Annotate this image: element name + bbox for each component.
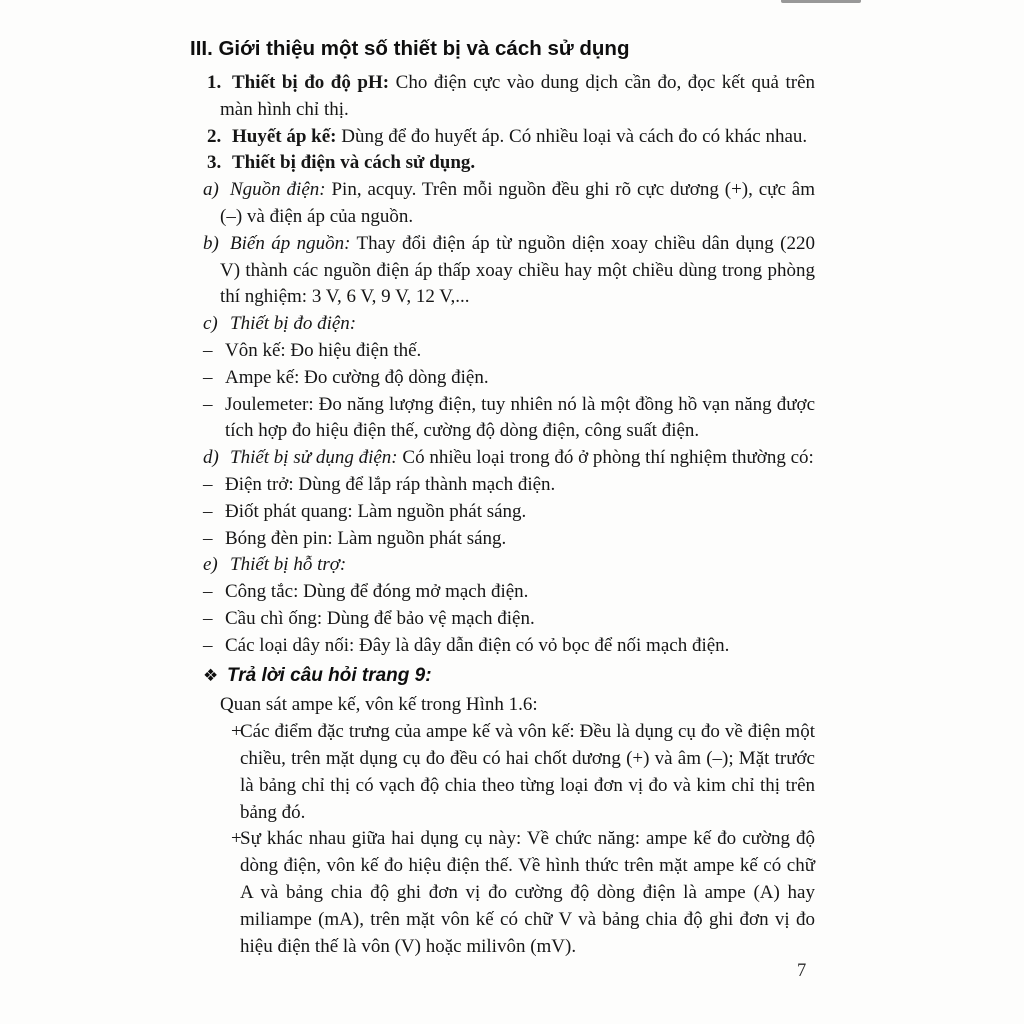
list-item-wires [203, 633, 815, 660]
dash-marker: – [203, 527, 213, 549]
item-text: Các loại dây nối: Đây là dây dẫn điện có vỏ bọc để nối mạch điện. [225, 634, 730, 656]
item-text: Bóng đèn pin: Làm nguồn phát sáng. [225, 527, 507, 549]
dash-marker: – [203, 366, 213, 388]
item-lead: Huyết áp kế: [232, 125, 337, 147]
list-marker: 2. [207, 125, 222, 147]
item-text: Ampe kế: Đo cường độ dòng điện. [225, 366, 489, 388]
item-lead: Thiết bị hỗ trợ: [230, 554, 347, 576]
list-item-bulb [203, 526, 815, 553]
item-lead: Thiết bị đo độ pH: [232, 72, 390, 93]
list-item-consuming-devices [203, 445, 815, 472]
list-item-voltmeter [203, 338, 815, 365]
list-item-ammeter [203, 365, 815, 392]
list-marker: c) [203, 313, 218, 335]
diamond-bullet-icon: ❖ [203, 665, 219, 685]
item-lead: Thiết bị sử dụng điện: [230, 447, 398, 469]
dash-marker: – [203, 634, 213, 656]
list-marker: a) [203, 179, 219, 201]
dash-marker: – [203, 607, 213, 629]
list-item-power-source [203, 177, 815, 231]
list-marker: e) [203, 554, 218, 576]
scan-artifact [781, 0, 861, 3]
answer-section-heading [203, 663, 815, 690]
item-lead: Nguồn điện: [230, 179, 326, 201]
dash-marker: – [203, 339, 213, 361]
page-number: 7 [797, 961, 807, 981]
item-text: Quan sát ampe kế, vôn kế trong Hình 1.6: [220, 694, 538, 716]
dash-marker: – [203, 473, 213, 495]
item-text: Pin, acquy. Trên mỗi nguồn đều ghi rõ cực dương (+), cực âm (–) và điện áp của nguồn. [220, 179, 815, 227]
list-item-led [203, 499, 815, 526]
item-text: Joulemeter: Đo năng lượng điện, tuy nhiên nó là một đồng hồ vạn năng được tích hợp đo hiệu điện thế, cường độ dòng điện, công suất điện. [225, 393, 815, 442]
section-heading: III. Giới thiệu một số thiết bị và cách sử dụng [190, 37, 630, 60]
list-item-ph-meter [207, 70, 815, 124]
note-text: Trả lời câu hỏi trang 9: [227, 664, 432, 686]
list-marker: d) [203, 447, 219, 469]
list-item-support-devices [203, 552, 815, 579]
item-text: Sự khác nhau giữa hai dụng cụ này: Về chức năng: ampe kế đo cường độ dòng điện, vôn kế đo hiệu điện thế. Về hình thức trên mặt ampe kế có chữ A và bảng chia độ ghi đơn vị đo cường độ dòng điện là ampe (A) hay miliampe (mA), trên mặt vôn kế có chữ V và bảng chia độ ghi đơn vị đo hiệu điện thế là vôn (V) hoặc milivôn (mV). [240, 828, 815, 957]
item-text: Điốt phát quang: Làm nguồn phát sáng. [225, 500, 527, 522]
item-lead: Thiết bị đo điện: [230, 313, 357, 335]
dash-marker: – [203, 581, 213, 603]
list-marker: 3. [207, 152, 222, 174]
item-text: Dùng để đo huyết áp. Có nhiều loại và cách đo có khác nhau. [341, 125, 808, 147]
list-item-joulemeter [203, 392, 815, 446]
list-item-switch [203, 579, 815, 606]
list-item-measuring-devices [203, 311, 815, 338]
answer-point-similarities [231, 719, 815, 826]
plus-marker: + [231, 828, 242, 850]
observation-intro [220, 692, 815, 719]
dash-marker: – [203, 393, 213, 415]
list-marker: b) [203, 232, 219, 254]
plus-marker: + [231, 721, 242, 743]
item-text: Thay đổi điện áp từ nguồn diện xoay chiều dân dụng (220 V) thành các nguồn điện áp thấp xoay chiều hay một chiều dùng trong phòng thí nghiệm: 3 V, 6 V, 9 V, 12 V,... [220, 232, 815, 308]
item-text: Vôn kế: Đo hiệu điện thế. [225, 339, 422, 361]
list-item-fuse [203, 606, 815, 633]
item-text: Điện trở: Dùng để lắp ráp thành mạch điện. [225, 473, 556, 495]
item-text: Cầu chì ống: Dùng để bảo vệ mạch điện. [225, 607, 535, 629]
list-item-electric-devices [207, 150, 815, 177]
item-text: Các điểm đặc trưng của ampe kế và vôn kế: Đều là dụng cụ đo về điện một chiều, trên mặt dụng cụ đo đều có hai chốt dương (+) và âm (–); Mặt trước là bảng chỉ thị có vạch độ chia theo từng loại đơn vị đo và kim chỉ thị trên bảng đó. [240, 721, 815, 823]
item-text: Cho điện cực vào dung dịch cần đo, đọc kết quả trên màn hình chỉ thị. [220, 72, 815, 120]
list-item-transformer [203, 231, 815, 311]
item-text: Có nhiều loại trong đó ở phòng thí nghiệm thường có: [402, 447, 814, 469]
item-text: Công tắc: Dùng để đóng mở mạch điện. [225, 581, 529, 603]
answer-point-differences [231, 826, 815, 960]
list-item-blood-pressure [207, 124, 815, 151]
list-marker: 1. [207, 72, 222, 93]
item-lead: Thiết bị điện và cách sử dụng. [232, 152, 476, 174]
item-lead: Biến áp nguồn: [230, 232, 351, 254]
list-item-resistor [203, 472, 815, 499]
dash-marker: – [203, 500, 213, 522]
